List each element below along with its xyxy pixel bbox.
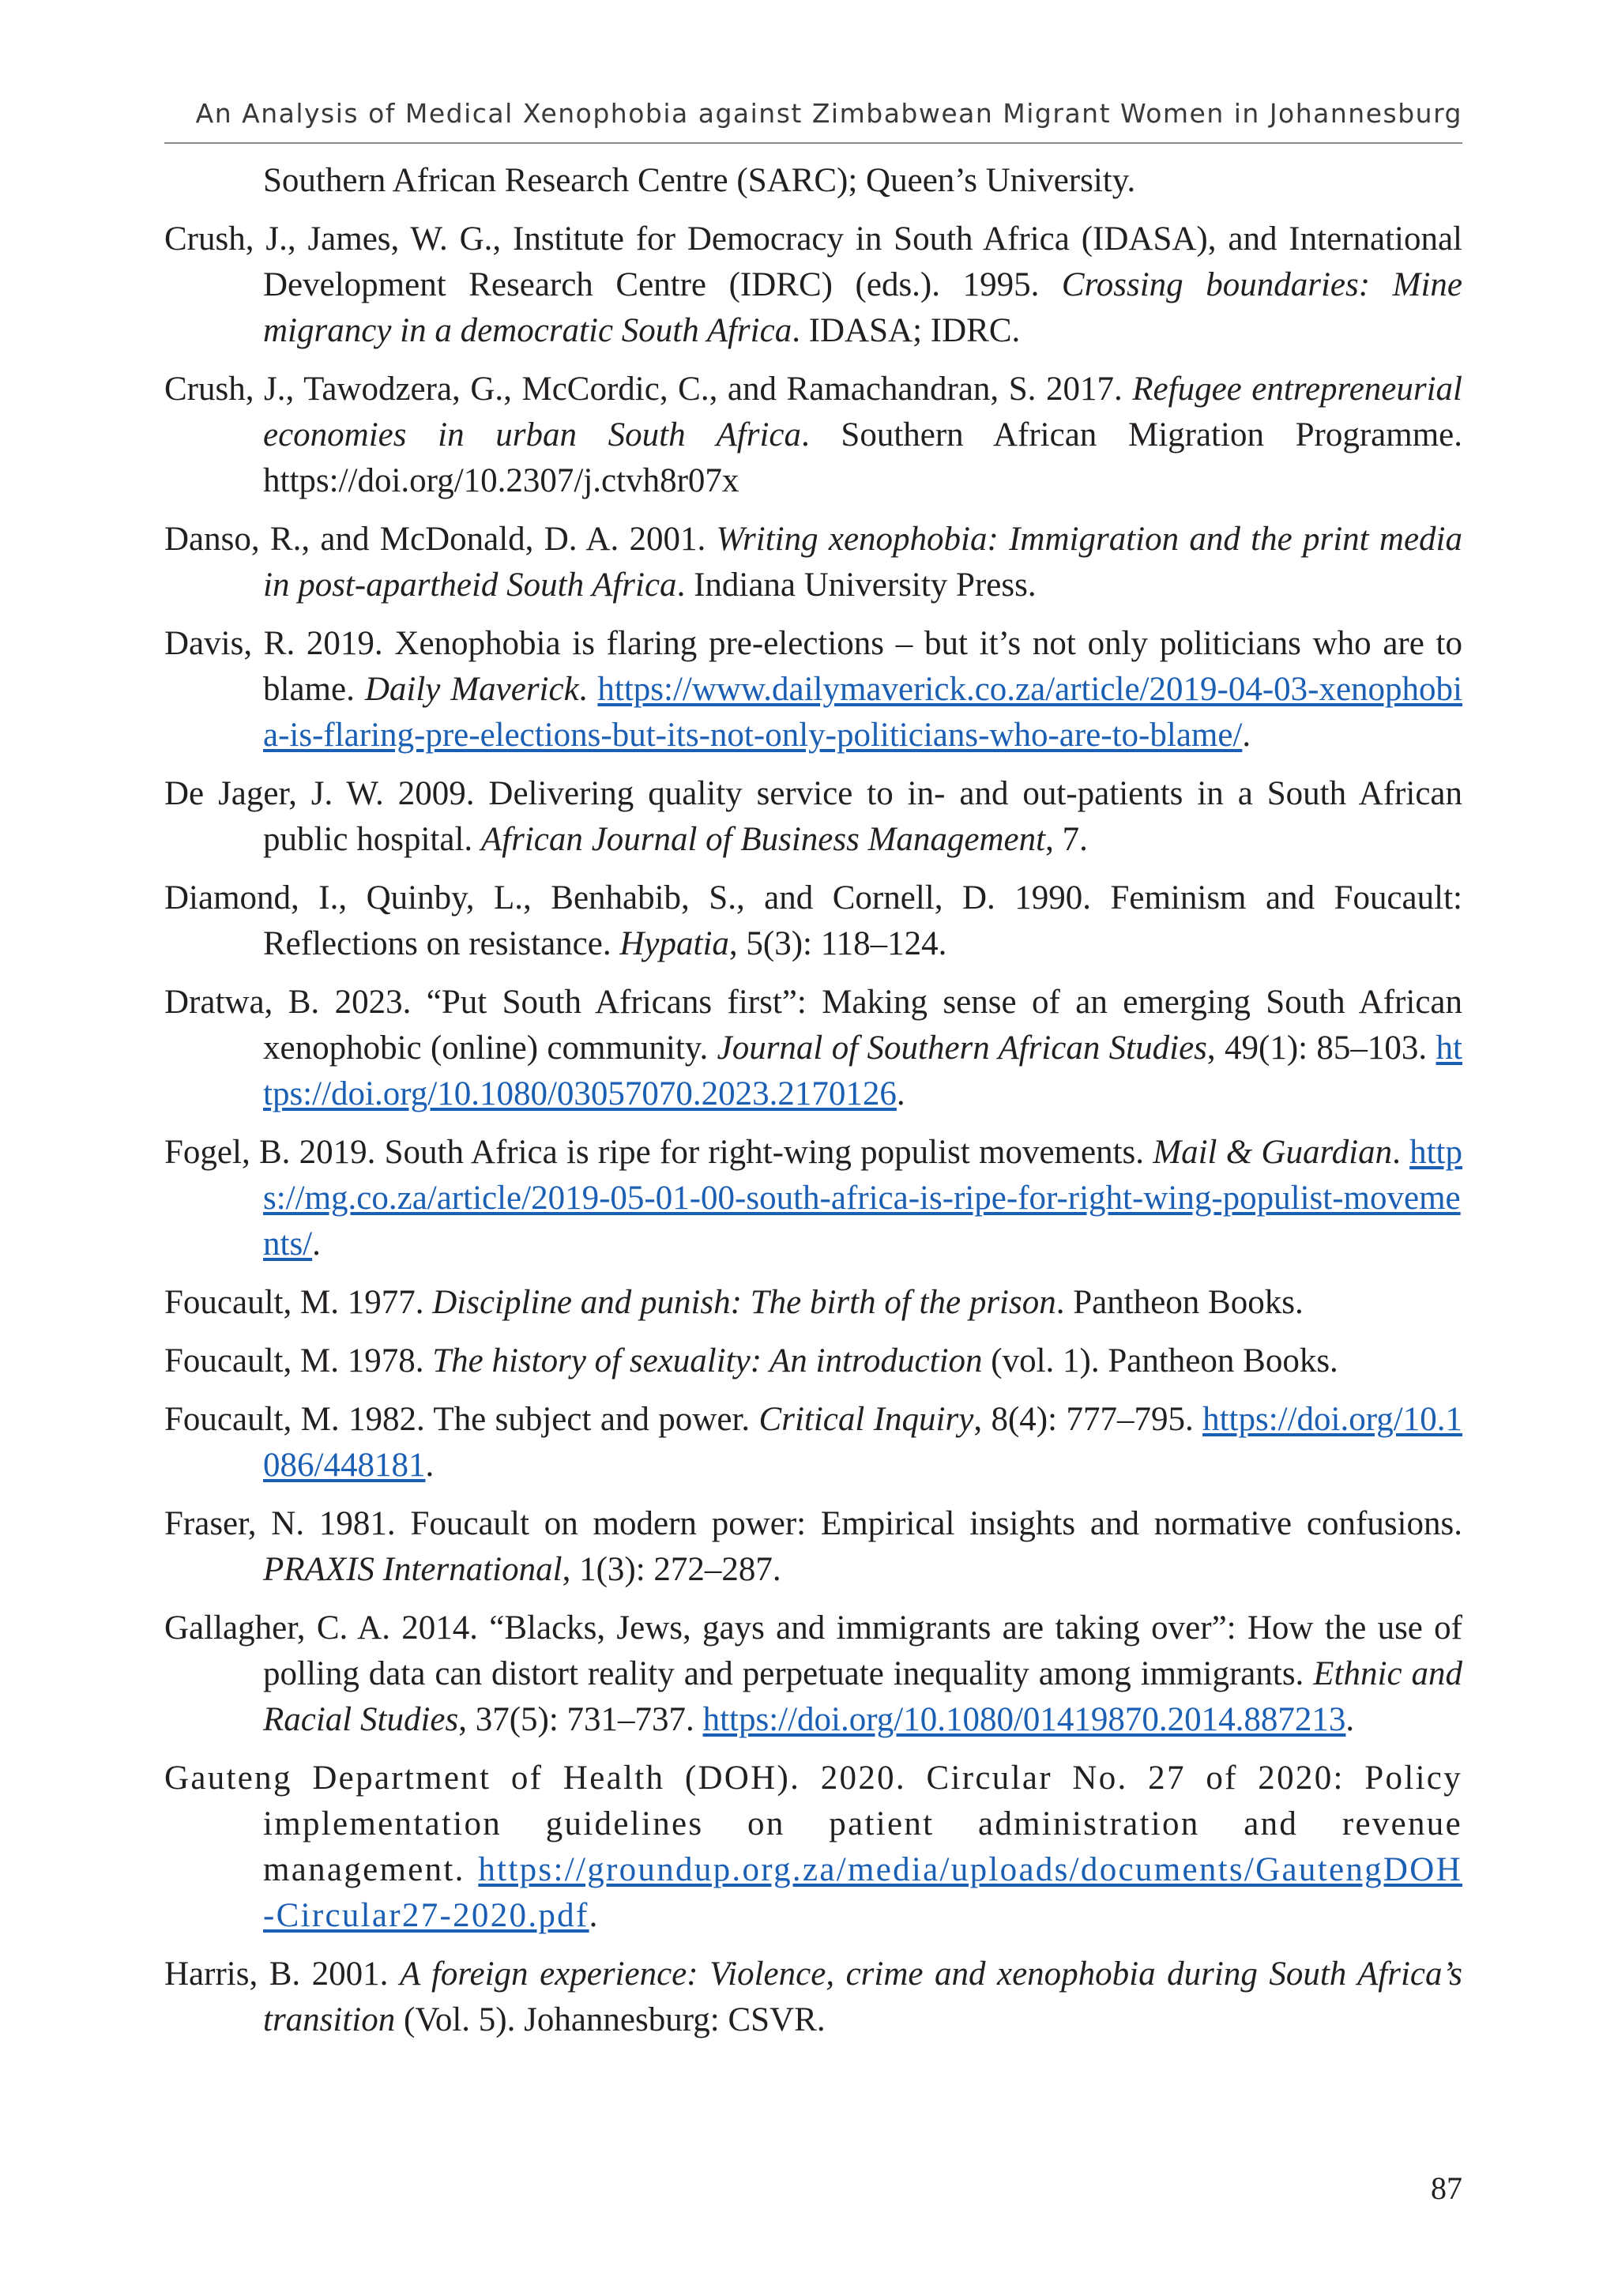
reference-text: , 49(1): 85–103. xyxy=(1206,1029,1436,1067)
reference-entry xyxy=(164,1280,1462,1326)
reference-entry xyxy=(164,158,1462,204)
reference-entry xyxy=(164,517,1462,608)
reference-title: A foreign experience: Violence, crime and xenophobia during South Africa’s transition xyxy=(263,1955,1462,2038)
reference-text: Crush, J., Tawodzera, G., McCordic, C., and Ramachandran, S. 2017. xyxy=(164,371,1133,408)
reference-text: , 1(3): 272–287. xyxy=(562,1551,781,1588)
reference-title: Crossing boundaries: Mine migrancy in a democratic South Africa xyxy=(263,266,1462,349)
reference-text: , 7. xyxy=(1045,821,1088,858)
reference-text: . Southern African Migration Programme. https://doi.org/10.2307/j.ctvh8r07x xyxy=(263,416,1462,499)
running-head: An Analysis of Medical Xenophobia against Zimbabwean Migrant Women in Johannesburg xyxy=(195,98,1462,129)
reference-entry xyxy=(164,1605,1462,1743)
reference-text: . xyxy=(1242,717,1251,754)
reference-link[interactable]: https://doi.org/10.1080/03057070.2023.2170126 xyxy=(263,1029,1462,1112)
reference-text: Danso, R., and McDonald, D. A. 2001. xyxy=(164,521,717,558)
reference-text: . xyxy=(896,1075,905,1112)
reference-text: Southern African Research Centre (SARC); Queen’s University. xyxy=(263,162,1136,199)
reference-text: Gauteng Department of Health (DOH). 2020. Circular No. 27 of 2020: Policy implementation guidelines on patient administration and revenue management. xyxy=(164,1760,1462,1888)
reference-text: . Pantheon Books. xyxy=(1055,1284,1304,1321)
reference-entry xyxy=(164,621,1462,758)
reference-title: Daily Maverick xyxy=(364,671,579,708)
reference-link[interactable]: https://www.dailymaverick.co.za/article/2019-04-03-xenophobia-is-flaring-pre-elections-but-its-not-only-politicians-who-are-to-blame/ xyxy=(263,671,1462,754)
reference-text: (vol. 1). Pantheon Books. xyxy=(982,1342,1338,1379)
reference-entry xyxy=(164,1952,1462,2043)
reference-text: Davis, R. 2019. Xenophobia is flaring pre-elections – but it’s not only politicians who are to blame. xyxy=(164,625,1462,708)
reference-text: , 5(3): 118–124. xyxy=(728,925,947,962)
reference-entry xyxy=(164,216,1462,354)
reference-title: PRAXIS International xyxy=(263,1551,563,1588)
reference-text: Foucault, M. 1982. The subject and power. xyxy=(164,1401,759,1438)
reference-text: De Jager, J. W. 2009. Delivering quality service to in- and out-patients in a South African public hospital. xyxy=(164,775,1462,858)
reference-text: Foucault, M. 1978. xyxy=(164,1342,433,1379)
reference-text: . xyxy=(312,1225,321,1263)
reference-entry xyxy=(164,1756,1462,1939)
reference-text: Dratwa, B. 2023. “Put South Africans first”: Making sense of an emerging South African xenophobic (online) community. xyxy=(164,984,1462,1067)
reference-text: . xyxy=(1392,1134,1410,1171)
page-number: 87 xyxy=(1431,2170,1462,2206)
reference-link[interactable]: https://mg.co.za/article/2019-05-01-00-south-africa-is-ripe-for-right-wing-populist-movements/ xyxy=(263,1134,1462,1263)
reference-text: Fraser, N. 1981. Foucault on modern power: Empirical insights and normative confusions. xyxy=(164,1505,1462,1542)
reference-title: African Journal of Business Management xyxy=(480,821,1046,858)
reference-entry xyxy=(164,771,1462,863)
header-rule xyxy=(164,142,1462,144)
reference-title: Mail & Guardian xyxy=(1153,1134,1393,1171)
reference-title: Ethnic and Racial Studies xyxy=(263,1655,1462,1738)
reference-entry xyxy=(164,1501,1462,1593)
reference-entry xyxy=(164,1397,1462,1489)
reference-title: Writing xenophobia: Immigration and the print media in post-apartheid South Africa xyxy=(263,521,1463,604)
reference-link[interactable]: https://doi.org/10.1080/01419870.2014.887213 xyxy=(702,1701,1346,1738)
reference-text: Gallagher, C. A. 2014. “Blacks, Jews, gays and immigrants are taking over”: How the use of polling data can distort reality and perpetuate inequality among immigrants. xyxy=(164,1609,1462,1692)
reference-list xyxy=(164,158,1462,2056)
reference-title: The history of sexuality: An introduction xyxy=(432,1342,983,1379)
reference-text: Harris, B. 2001. xyxy=(164,1955,400,1993)
reference-title: Discipline and punish: The birth of the prison xyxy=(432,1284,1056,1321)
reference-link[interactable]: https://doi.org/10.1086/448181 xyxy=(263,1401,1462,1484)
reference-text: Crush, J., James, W. G., Institute for Democracy in South Africa (IDASA), and International Development Research Centre (IDRC) (eds.). 1995. xyxy=(164,220,1462,303)
reference-text: . IDASA; IDRC. xyxy=(792,312,1021,349)
reference-title: Hypatia xyxy=(619,925,729,962)
reference-title: Critical Inquiry xyxy=(758,1401,974,1438)
reference-title: Refugee entrepreneurial economies in urban South Africa xyxy=(263,371,1462,454)
reference-text: , 8(4): 777–795. xyxy=(973,1401,1203,1438)
reference-link[interactable]: https://groundup.org.za/media/uploads/documents/GautengDOH-Circular27-2020.pdf xyxy=(263,1851,1462,1934)
reference-text: (Vol. 5). Johannesburg: CSVR. xyxy=(395,2001,826,2038)
reference-text: . xyxy=(578,671,598,708)
reference-title: Journal of Southern African Studies xyxy=(717,1029,1207,1067)
reference-text: . xyxy=(589,1897,600,1934)
reference-entry xyxy=(164,1338,1462,1384)
reference-text: . xyxy=(425,1447,435,1484)
reference-entry xyxy=(164,875,1462,967)
reference-text: Diamond, I., Quinby, L., Benhabib, S., and Cornell, D. 1990. Feminism and Foucault: Reflections on resistance. xyxy=(164,879,1462,962)
reference-text: , 37(5): 731–737. xyxy=(458,1701,703,1738)
reference-entry xyxy=(164,1130,1462,1267)
reference-entry xyxy=(164,367,1462,504)
reference-text: Foucault, M. 1977. xyxy=(164,1284,433,1321)
reference-entry xyxy=(164,980,1462,1117)
reference-text: Fogel, B. 2019. South Africa is ripe for right-wing populist movements. xyxy=(164,1134,1153,1171)
reference-text: . xyxy=(1345,1701,1355,1738)
reference-text: . Indiana University Press. xyxy=(676,566,1037,604)
